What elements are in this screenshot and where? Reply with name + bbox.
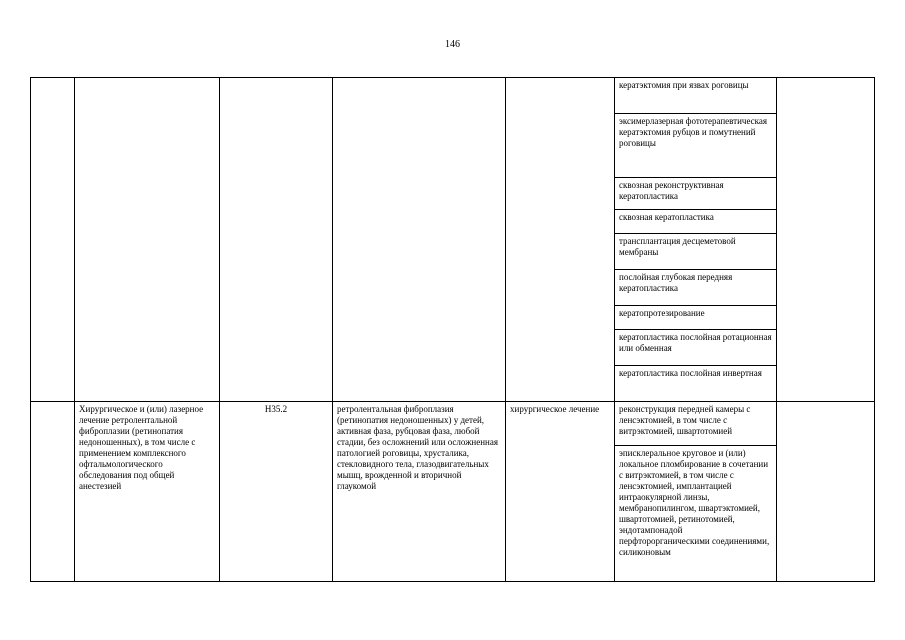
patient-model-cell: ретролентальная фиброплазия (ретинопатия недоношенных) у детей, активная фаза, рубцовая фаза, любой стадии, без осложнений или осложненная патологией роговицы, хрусталика, стекловидного тела, глазодвигательных мышц, врожденной и вторичной глаукомой (333, 402, 506, 582)
method-cell: кератопластика послойная инвертная (615, 366, 777, 402)
table-cell-model (333, 78, 506, 402)
method-cell: послойная глубокая передняя кератопластика (615, 270, 777, 306)
method-cell: сквозная реконструктивная кератопластика (615, 178, 777, 210)
method-cell: кератопластика послойная ротационная или обменная (615, 330, 777, 366)
table-row (31, 78, 875, 114)
table-cell-code (220, 78, 333, 402)
table-row (31, 402, 875, 446)
medical-care-table (30, 77, 875, 582)
treatment-type-cell: хирургическое лечение (506, 402, 615, 582)
icd-code-cell: H35.2 (220, 402, 333, 582)
table-cell-number (31, 78, 75, 402)
group-name-cell: Хирургическое и (или) лазерное лечение ретролентальной фиброплазии (ретинопатия недоношенных), в том числе с применением комплексного офтальмологического обследования под общей анестезией (75, 402, 220, 582)
table-cell-number (31, 402, 75, 582)
table-cell-name (75, 78, 220, 402)
method-cell: трансплантация десцеметовой мембраны (615, 234, 777, 270)
method-cell: эксимерлазерная фототерапевтическая кератэктомия рубцов и помутнений роговицы (615, 114, 777, 178)
table-cell-treatment-type (506, 78, 615, 402)
method-cell: реконструкция передней камеры с ленсэктомией, в том числе с витрэктомией, швартотомией (615, 402, 777, 446)
method-cell: кератопротезирование (615, 306, 777, 330)
page-number: 146 (445, 39, 460, 50)
table-cell-cost (777, 402, 875, 582)
table-cell-cost (777, 78, 875, 402)
method-cell: сквозная кератопластика (615, 210, 777, 234)
method-cell: кератэктомия при язвах роговицы (615, 78, 777, 114)
method-cell: эписклеральное круговое и (или) локальное пломбирование в сочетании с витрэктомией, в том числе с ленсэктомией, имплантацией интраокулярной линзы, мембранопилингом, швартэктомией, швартотомией, ретинотомией, эндотампонадой перфторорганическими соединениями, силиконовым (615, 446, 777, 582)
